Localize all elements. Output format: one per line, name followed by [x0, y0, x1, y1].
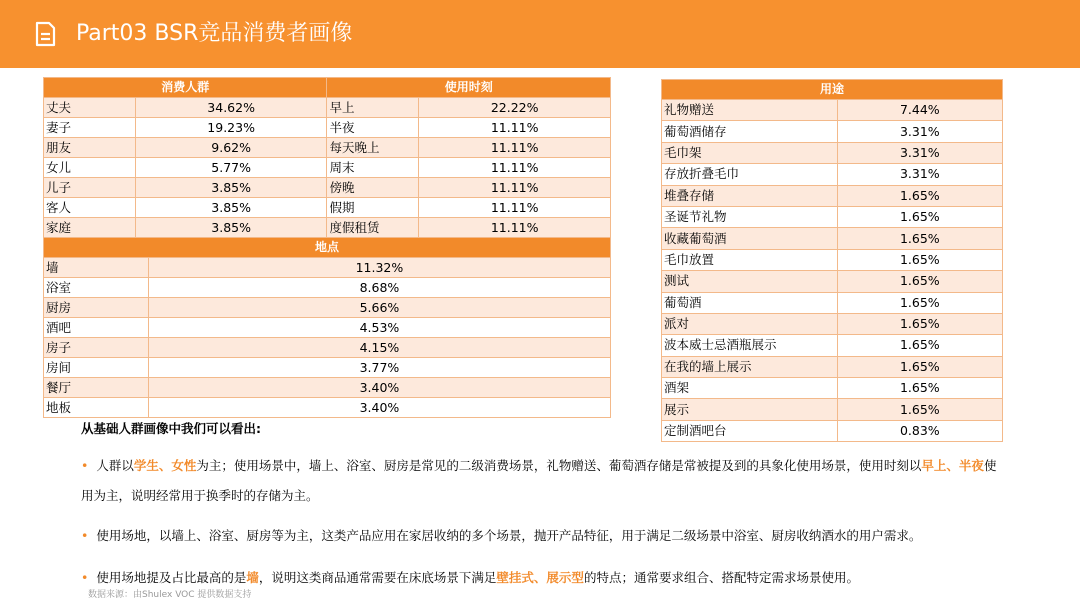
bullet-text: 使用为主，说明经常用于换季时的存储为主。 [81, 458, 997, 503]
table-cell: 女儿 [44, 158, 136, 178]
table-cell: 傍晚 [327, 178, 419, 198]
table-cell: 展示 [662, 399, 838, 420]
table-cell: 毛巾架 [662, 142, 838, 163]
table-cell: 1.65% [837, 335, 1002, 356]
table-cell: 5.66% [148, 298, 610, 318]
column-header-time: 使用时刻 [327, 78, 611, 98]
summary-bullet [81, 521, 1001, 551]
table-cell: 11.11% [419, 218, 611, 238]
table-cell: 房间 [44, 358, 149, 378]
table-cell: 1.65% [837, 378, 1002, 399]
table-cell: 3.40% [148, 378, 610, 398]
table-row [662, 249, 1003, 270]
table-cell: 11.11% [419, 138, 611, 158]
table-cell: 餐厅 [44, 378, 149, 398]
table-cell: 22.22% [419, 98, 611, 118]
table-row [662, 313, 1003, 334]
table-row [662, 164, 1003, 185]
highlight-text: 壁挂式、展示型 [496, 570, 584, 585]
table-row [662, 292, 1003, 313]
table-cell: 8.68% [148, 278, 610, 298]
table-cell: 1.65% [837, 206, 1002, 227]
summary-bullet [81, 451, 1001, 511]
table-cell: 朋友 [44, 138, 136, 158]
table-cell: 酒吧 [44, 318, 149, 338]
summary-title: 从基础人群画像中我们可以看出: [81, 421, 261, 436]
table-row [44, 318, 611, 338]
table-cell: 3.31% [837, 142, 1002, 163]
location-table [43, 237, 611, 418]
bullet-text: 使用场地，以墙上、浴室、厨房等为主，这类产品应用在家居收纳的多个场景，抛开产品特征，用于满足二级场景中浴室、厨房收纳酒水的用户需求。 [96, 528, 922, 543]
column-header-consumer: 消费人群 [44, 78, 327, 98]
consumer-time-table [43, 77, 611, 238]
table-row [44, 378, 611, 398]
table-cell: 在我的墙上展示 [662, 356, 838, 377]
table-cell: 酒架 [662, 378, 838, 399]
table-row [662, 335, 1003, 356]
page-title: Part03 BSR竞品消费者画像 [76, 21, 353, 46]
source-note: 数据来源：由Shulex VOC 提供数据支持 [88, 590, 252, 600]
table-cell: 毛巾放置 [662, 249, 838, 270]
table-cell: 客人 [44, 198, 136, 218]
document-icon [31, 20, 59, 48]
table-cell: 度假租赁 [327, 218, 419, 238]
table-cell: 1.65% [837, 228, 1002, 249]
table-row [44, 178, 611, 198]
table-row [662, 121, 1003, 142]
table-cell: 波本威士忌酒瓶展示 [662, 335, 838, 356]
table-cell: 11.11% [419, 198, 611, 218]
table-cell: 11.11% [419, 178, 611, 198]
table-row [662, 228, 1003, 249]
bullet-text: 的特点；通常要求组合、搭配特定需求场景使用。 [583, 570, 859, 585]
table-cell: 礼物赠送 [662, 100, 838, 121]
table-cell: 7.44% [837, 100, 1002, 121]
table-row [44, 358, 611, 378]
table-cell: 半夜 [327, 118, 419, 138]
table-cell: 丈夫 [44, 98, 136, 118]
highlight-text: 墙 [246, 570, 259, 585]
table-cell: 3.31% [837, 164, 1002, 185]
table-cell: 0.83% [837, 420, 1002, 441]
table-cell: 定制酒吧台 [662, 420, 838, 441]
table-cell: 9.62% [135, 138, 327, 158]
table-cell: 每天晚上 [327, 138, 419, 158]
table-cell: 厨房 [44, 298, 149, 318]
table-cell: 3.40% [148, 398, 610, 418]
table-cell: 1.65% [837, 249, 1002, 270]
table-row [44, 118, 611, 138]
table-cell: 儿子 [44, 178, 136, 198]
table-cell: 派对 [662, 313, 838, 334]
table-row [44, 198, 611, 218]
table-cell: 妻子 [44, 118, 136, 138]
table-cell: 34.62% [135, 98, 327, 118]
highlight-text: 学生、女性 [133, 458, 197, 473]
table-cell: 11.11% [419, 118, 611, 138]
table-cell: 测试 [662, 271, 838, 292]
table-row [662, 142, 1003, 163]
bullet-text: 人群以 [96, 458, 134, 473]
table-cell: 存放折叠毛巾 [662, 164, 838, 185]
table-cell: 房子 [44, 338, 149, 358]
bullet-dot: • [81, 458, 89, 473]
table-cell: 1.65% [837, 185, 1002, 206]
highlight-text: 早上、半夜 [921, 458, 984, 473]
table-cell: 11.11% [419, 158, 611, 178]
table-cell: 4.15% [148, 338, 610, 358]
bullet-text: ，说明这类商品通常需要在床底场景下满足 [258, 570, 497, 585]
table-cell: 3.85% [135, 178, 327, 198]
table-cell: 3.85% [135, 218, 327, 238]
table-row [662, 399, 1003, 420]
table-row [44, 98, 611, 118]
bullet-text: 为主；使用场景中，墙上、浴室、厨房是常见的二级消费场景，礼物赠送、葡萄酒存储是常被提及到的具象化使用场景，使用时刻以 [196, 458, 922, 473]
table-row [662, 206, 1003, 227]
table-row [662, 356, 1003, 377]
table-cell: 地板 [44, 398, 149, 418]
table-row [662, 185, 1003, 206]
table-row [44, 338, 611, 358]
header-bar [0, 0, 1080, 68]
table-cell: 浴室 [44, 278, 149, 298]
table-row [44, 298, 611, 318]
table-row [662, 271, 1003, 292]
table-row [662, 100, 1003, 121]
table-cell: 家庭 [44, 218, 136, 238]
table-row [44, 398, 611, 418]
table-cell: 1.65% [837, 271, 1002, 292]
table-cell: 葡萄酒储存 [662, 121, 838, 142]
table-cell: 墙 [44, 258, 149, 278]
table-row [44, 138, 611, 158]
table-row [44, 258, 611, 278]
table-cell: 堆叠存储 [662, 185, 838, 206]
table-cell: 1.65% [837, 313, 1002, 334]
table-cell: 4.53% [148, 318, 610, 338]
table-row [44, 218, 611, 238]
bullet-text: 使用场地提及占比最高的是 [96, 570, 247, 585]
table-cell: 收藏葡萄酒 [662, 228, 838, 249]
bullet-dot: • [81, 528, 89, 543]
column-header-usage: 用途 [662, 80, 1003, 100]
table-row [662, 420, 1003, 441]
table-cell: 葡萄酒 [662, 292, 838, 313]
table-cell: 3.77% [148, 358, 610, 378]
table-row [662, 378, 1003, 399]
table-cell: 3.31% [837, 121, 1002, 142]
table-row [44, 278, 611, 298]
column-header-location: 地点 [44, 238, 611, 258]
table-cell: 周末 [327, 158, 419, 178]
table-cell: 1.65% [837, 399, 1002, 420]
table-cell: 早上 [327, 98, 419, 118]
table-row [44, 158, 611, 178]
table-cell: 5.77% [135, 158, 327, 178]
table-cell: 11.32% [148, 258, 610, 278]
table-cell: 1.65% [837, 356, 1002, 377]
table-cell: 3.85% [135, 198, 327, 218]
usage-table [661, 79, 1003, 442]
table-cell: 19.23% [135, 118, 327, 138]
table-cell: 1.65% [837, 292, 1002, 313]
table-cell: 假期 [327, 198, 419, 218]
table-cell: 圣诞节礼物 [662, 206, 838, 227]
bullet-dot: • [81, 570, 89, 585]
